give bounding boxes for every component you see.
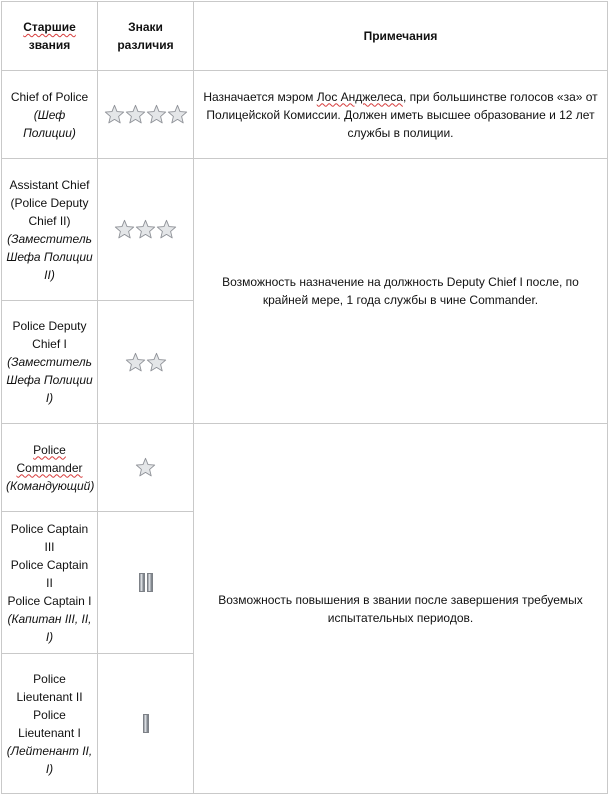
rank-title-line1: Police (33, 442, 66, 457)
star-icon (135, 219, 156, 240)
rank-chief (2, 71, 98, 159)
rank-title-line1: Police (33, 671, 66, 686)
insignia-commander (98, 424, 194, 512)
bar-icon (147, 573, 153, 592)
star-icon (167, 104, 188, 125)
rank-title-line1: Assistant Chief (9, 177, 90, 192)
rank-captain (2, 512, 98, 654)
captain-bars-insignia (102, 573, 189, 592)
note-deputy-chief: Возможность назначение на должность Deputy Chief I после, по крайней мере, 1 года службы в чине Commander. (194, 159, 608, 424)
rank-deputy-chief (2, 301, 98, 424)
insignia-lieutenant (98, 654, 194, 794)
star-icon (125, 352, 146, 373)
rank-title-line3: Chief II) (28, 213, 71, 228)
rank-translation-line1: (Заместитель (7, 355, 92, 369)
header-insignia-line1: Знаки (128, 20, 163, 34)
header-ranks (2, 2, 98, 71)
rank-title-line2: (Police Deputy (10, 195, 89, 210)
rank-title-line1: Police Captain (10, 521, 89, 536)
one-star-insignia (102, 457, 189, 478)
rank-title-line4: Police Captain I (7, 593, 92, 608)
note-chief-city: Лос Анджелеса (316, 89, 403, 104)
insignia-assistant-chief (98, 159, 194, 301)
header-ranks-line1: Старшие (23, 20, 76, 34)
rank-translation: (Шеф Полиции) (23, 107, 76, 140)
header-row (2, 2, 608, 71)
star-icon (156, 219, 177, 240)
star-icon (146, 352, 167, 373)
rank-title-line4: Lieutenant I (18, 725, 81, 740)
note-chief-pre: Назначается мэром (203, 89, 317, 104)
rank-commander (2, 424, 98, 512)
rank-lieutenant (2, 654, 98, 794)
rank-translation-line3: I) (45, 391, 54, 405)
rank-assistant-chief (2, 159, 98, 301)
rank-title-line2: III (44, 539, 55, 554)
ranks-table (1, 1, 608, 794)
rank-translation-line1: (Заместитель (7, 231, 92, 246)
note-chief-post: , при большинстве голосов «за» от Полицейской Комиссии. Должен иметь высшее образование и 12 лет службы в полиции. (206, 89, 598, 140)
rank-title: Chief of Police (10, 89, 89, 104)
table-row (2, 71, 608, 159)
lieutenant-bar-insignia (102, 714, 189, 733)
star-icon (125, 104, 146, 125)
star-icon (146, 104, 167, 125)
rank-translation-line2: I) (45, 629, 54, 644)
header-notes: Примечания (194, 2, 608, 71)
rank-translation-line2: Шефа Полиции (6, 249, 93, 264)
header-ranks-line2: звания (28, 38, 71, 52)
rank-title-line3: Police (33, 707, 66, 722)
note-promotion: Возможность повышения в звании после завершения требуемых испытательных периодов. (194, 424, 608, 794)
insignia-deputy-chief (98, 301, 194, 424)
star-icon (114, 219, 135, 240)
rank-title-line3: Police Captain II (10, 557, 89, 590)
star-icon (135, 457, 156, 478)
rank-translation: (Командующий) (6, 478, 95, 493)
rank-translation-line2: Шефа Полиции (6, 373, 93, 387)
three-stars-insignia (102, 219, 189, 240)
rank-title-line2: Commander (16, 460, 83, 475)
four-stars-insignia (102, 104, 189, 125)
rank-translation-line2: I) (45, 761, 54, 776)
rank-translation-line3: II) (44, 267, 55, 282)
table-row (2, 424, 608, 512)
rank-title-line2: Chief I (32, 337, 67, 351)
rank-title-line2: Lieutenant II (16, 689, 83, 704)
bar-icon (139, 573, 145, 592)
star-icon (104, 104, 125, 125)
rank-title-line1: Police Deputy (12, 319, 87, 333)
two-stars-insignia (102, 352, 189, 373)
insignia-chief (98, 71, 194, 159)
header-insignia (98, 2, 194, 71)
header-insignia-line2: различия (117, 38, 174, 52)
insignia-captain (98, 512, 194, 654)
bar-icon (143, 714, 149, 733)
rank-translation-line1: (Капитан III, II, (7, 611, 92, 626)
note-chief (194, 71, 608, 159)
rank-translation-line1: (Лейтенант II, (6, 743, 93, 758)
table-row (2, 159, 608, 301)
